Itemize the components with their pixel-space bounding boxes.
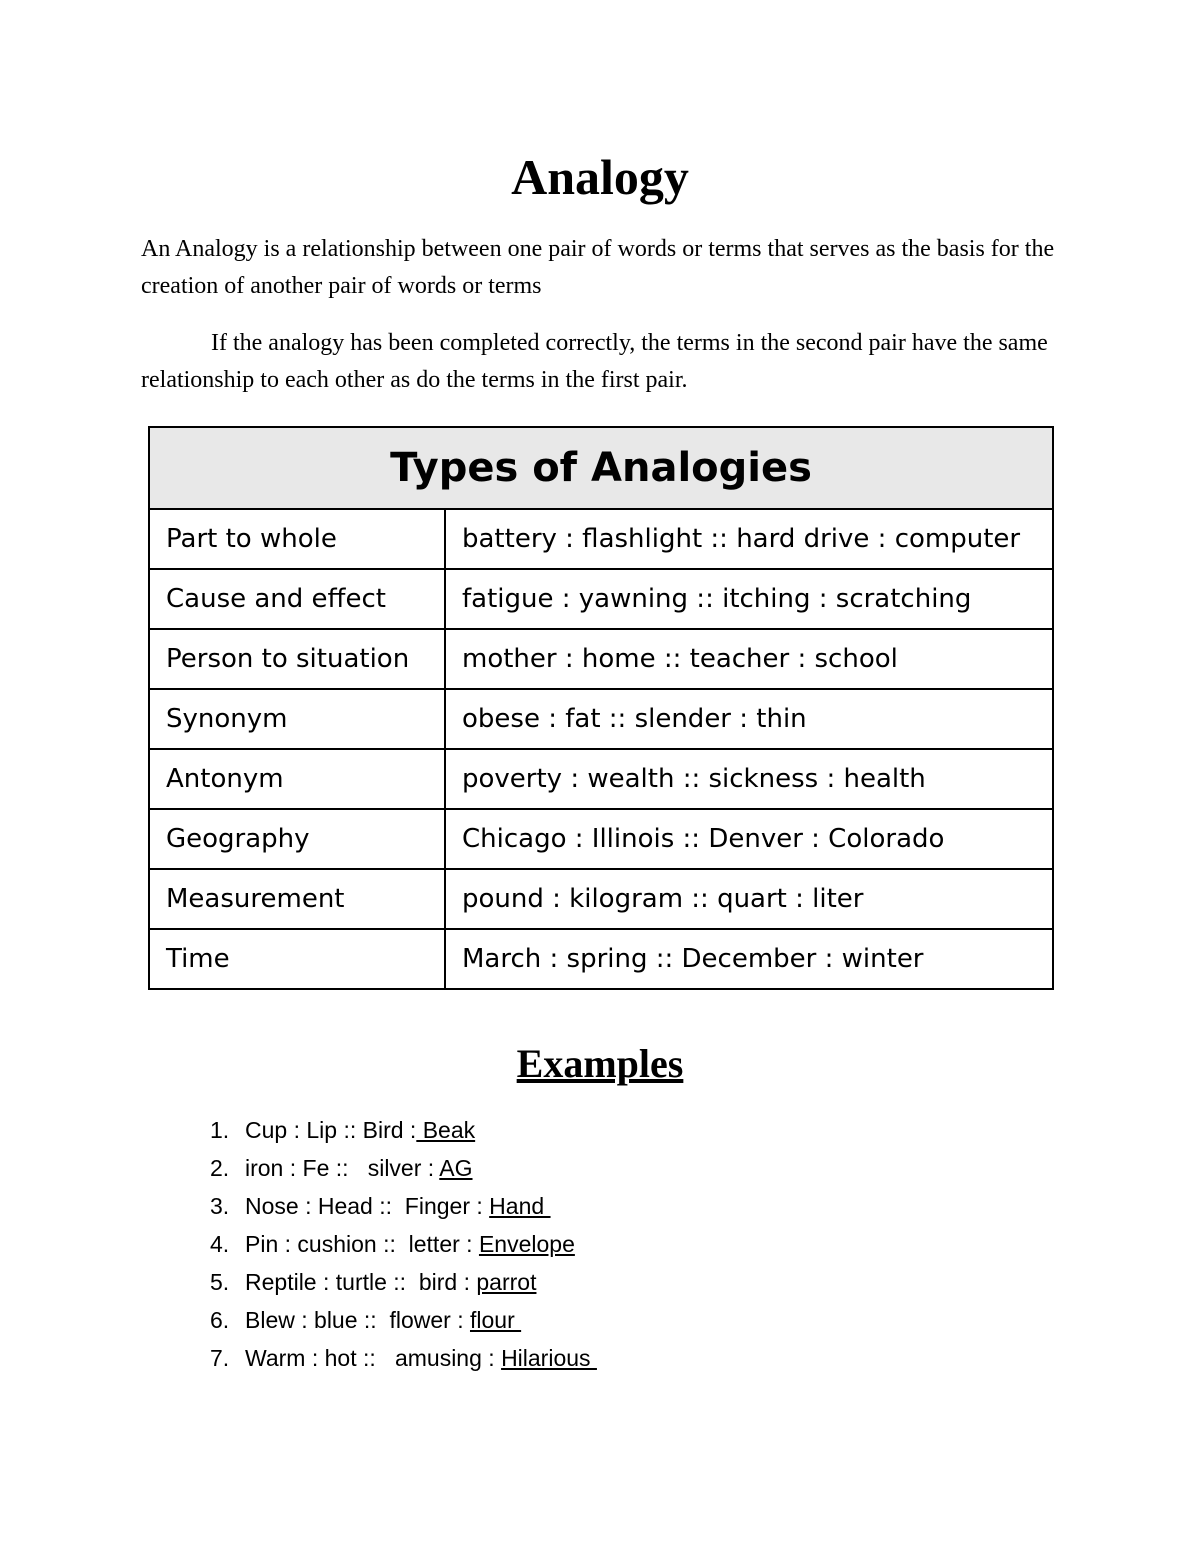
examples-heading: Examples [516, 1041, 684, 1086]
item-prompt: iron : Fe :: silver : [245, 1155, 440, 1181]
table-row [149, 929, 1053, 989]
table-row [149, 569, 1053, 629]
table-row [149, 809, 1053, 869]
item-answer: flour [469, 1307, 522, 1333]
analogy-example: fatigue : yawning :: itching : scratching [445, 569, 1053, 629]
table-row [149, 869, 1053, 929]
item-answer: Beak [416, 1117, 476, 1143]
list-item [210, 1225, 597, 1263]
item-number: 3. [210, 1193, 230, 1219]
analogy-type: Person to situation [149, 629, 445, 689]
item-answer: parrot [476, 1269, 537, 1295]
analogy-type: Part to whole [149, 509, 445, 569]
explanation-paragraph: If the analogy has been completed correctly, the terms in the second pair have the same relationship to each other as do the terms in the first pair. [141, 330, 1048, 393]
analogy-type: Measurement [149, 869, 445, 929]
item-prompt: Blew : blue :: flower : [245, 1307, 470, 1333]
page-title: Analogy [511, 149, 689, 205]
item-number: 1. [210, 1117, 230, 1143]
list-item [210, 1187, 597, 1225]
item-answer: Hilarious [501, 1345, 597, 1371]
table-header-row [149, 427, 1053, 509]
item-prompt: Cup : Lip :: Bird : [245, 1117, 417, 1143]
item-number: 2. [210, 1155, 230, 1181]
item-answer: Hand [489, 1193, 551, 1219]
table-row [149, 629, 1053, 689]
analogy-type: Antonym [149, 749, 445, 809]
types-of-analogies-table [148, 426, 1054, 990]
table-row [149, 749, 1053, 809]
analogy-type: Geography [149, 809, 445, 869]
item-prompt: Pin : cushion :: letter : [245, 1231, 479, 1257]
analogy-example: pound : kilogram :: quart : liter [445, 869, 1053, 929]
item-number: 6. [210, 1307, 230, 1333]
table-row [149, 509, 1053, 569]
analogy-type: Synonym [149, 689, 445, 749]
analogy-type: Time [149, 929, 445, 989]
item-prompt: Warm : hot :: amusing : [245, 1345, 502, 1371]
examples-list [210, 1111, 597, 1377]
analogy-example: battery : flashlight :: hard drive : computer [445, 509, 1053, 569]
item-number: 7. [210, 1345, 230, 1371]
table-row [149, 689, 1053, 749]
item-number: 5. [210, 1269, 230, 1295]
analogy-example: March : spring :: December : winter [445, 929, 1053, 989]
item-prompt: Nose : Head :: Finger : [245, 1193, 490, 1219]
analogy-type: Cause and effect [149, 569, 445, 629]
table-heading: Types of Analogies [149, 427, 1053, 509]
item-number: 4. [210, 1231, 230, 1257]
list-item [210, 1301, 597, 1339]
list-item [210, 1149, 597, 1187]
analogy-example: mother : home :: teacher : school [445, 629, 1053, 689]
list-item [210, 1339, 597, 1377]
item-prompt: Reptile : turtle :: bird : [245, 1269, 477, 1295]
list-item [210, 1111, 597, 1149]
analogy-example: poverty : wealth :: sickness : health [445, 749, 1053, 809]
analogy-example: obese : fat :: slender : thin [445, 689, 1053, 749]
item-answer: Envelope [478, 1231, 575, 1257]
list-item [210, 1263, 597, 1301]
definition-paragraph: An Analogy is a relationship between one pair of words or terms that serves as the basis for the creation of another pair of words or terms [141, 236, 1055, 299]
item-answer: AG [439, 1155, 473, 1181]
analogy-example: Chicago : Illinois :: Denver : Colorado [445, 809, 1053, 869]
